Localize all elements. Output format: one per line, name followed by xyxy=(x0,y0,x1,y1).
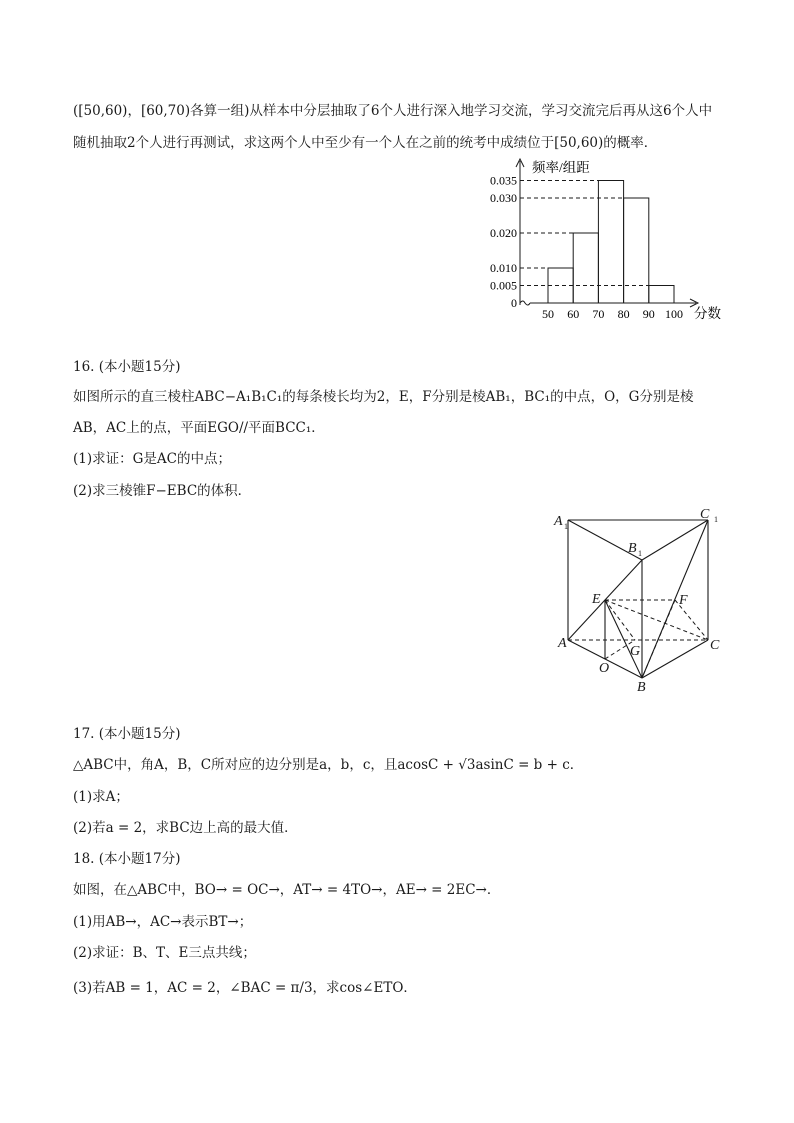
axis-break-mark xyxy=(520,301,530,305)
x-tick-label-100: 100 xyxy=(665,307,683,321)
y-axis-label: 频率/组距 xyxy=(532,160,590,175)
label-B1: B xyxy=(628,541,637,556)
problem16-part2: (2)求三棱锥F−EBC的体积． xyxy=(73,483,252,499)
y-tick-label-0: 0 xyxy=(511,296,517,310)
edge-B1C1 xyxy=(642,520,708,560)
problem17-part2: (2)若a = 2，求BC边上高的最大值． xyxy=(73,820,298,836)
dashed-EC xyxy=(605,600,708,640)
problem16-line1: 如图所示的直三棱柱ABC−A₁B₁C₁的每条棱长均为2，E，F分别是棱AB₁，BC₁的中点，O，G分别是棱 xyxy=(73,389,694,405)
problem17-header: 17. (本小题15分) xyxy=(73,726,181,742)
x-tick-label-50: 50 xyxy=(542,307,554,321)
x-tick-label-60: 60 xyxy=(567,307,580,321)
problem17-line1: △ABC中，角A，B，C所对应的边分别是a，b，c，且acosC + √3asinC = b + c． xyxy=(73,757,584,773)
frequency-histogram xyxy=(470,155,730,325)
histogram-bar-70-80 xyxy=(598,181,623,304)
label-A1-sub: 1 xyxy=(564,522,568,531)
label-C1: C xyxy=(700,507,710,522)
problem18-header: 18. (本小题17分) xyxy=(73,851,181,867)
problem15-line2: 随机抽取2个人进行再测试，求这两个人中至少有一个人在之前的统考中成绩位于[50,60)的概率． xyxy=(73,135,658,151)
x-tick-label-90: 90 xyxy=(642,307,655,321)
label-B1-sub: 1 xyxy=(638,549,642,558)
label-A: A xyxy=(558,636,567,651)
label-C: C xyxy=(710,638,720,653)
x-tick-label-70: 70 xyxy=(592,307,605,321)
y-tick-label-0.030: 0.030 xyxy=(490,191,517,205)
x-axis-label: 分数 xyxy=(694,306,721,321)
label-G: G xyxy=(630,644,641,659)
edge-BC xyxy=(642,640,708,678)
problem17-part1: (1)求A； xyxy=(73,789,129,805)
label-E: E xyxy=(592,592,601,607)
label-A1: A xyxy=(554,514,563,529)
problem15-line1: ([50,60)，[60,70)各算一组)从样本中分层抽取了6个人进行深入地学习交流，学习交流完后再从这6个人中 xyxy=(73,103,713,119)
y-tick-label-0.005: 0.005 xyxy=(490,278,517,293)
y-tick-label-0.020: 0.020 xyxy=(490,226,517,240)
problem16-part1: (1)求证：G是AC的中点； xyxy=(73,451,231,467)
segment-EB xyxy=(605,600,642,678)
y-tick-label-0.010: 0.010 xyxy=(490,261,517,275)
label-C1-sub: 1 xyxy=(714,515,718,524)
problem18-line1: 如图，在△ABC中，BO→ = OC→，AT→ = 4TO→，AE→ = 2EC→． xyxy=(73,882,501,898)
problem18-part1: (1)用AB→，AC→表示BT→； xyxy=(73,914,253,930)
histogram-bar-80-90 xyxy=(624,198,649,303)
prism-figure xyxy=(540,500,740,700)
label-F: F xyxy=(679,593,688,608)
label-O: O xyxy=(599,661,610,676)
histogram-bar-90-100 xyxy=(649,286,674,304)
problem16-header: 16. (本小题15分) xyxy=(73,359,181,375)
problem18-part2: (2)求证：B、T、E三点共线； xyxy=(73,945,256,961)
histogram-bar-60-70 xyxy=(573,233,598,303)
problem18-part3: (3)若AB = 1，AC = 2，∠BAC = π/3，求cos∠ETO． xyxy=(73,980,417,996)
y-tick-label-0.035: 0.035 xyxy=(490,173,517,188)
x-tick-label-80: 80 xyxy=(617,307,630,321)
label-B: B xyxy=(637,680,646,695)
problem16-line2: AB，AC上的点，平面EGO//平面BCC₁． xyxy=(73,420,325,436)
